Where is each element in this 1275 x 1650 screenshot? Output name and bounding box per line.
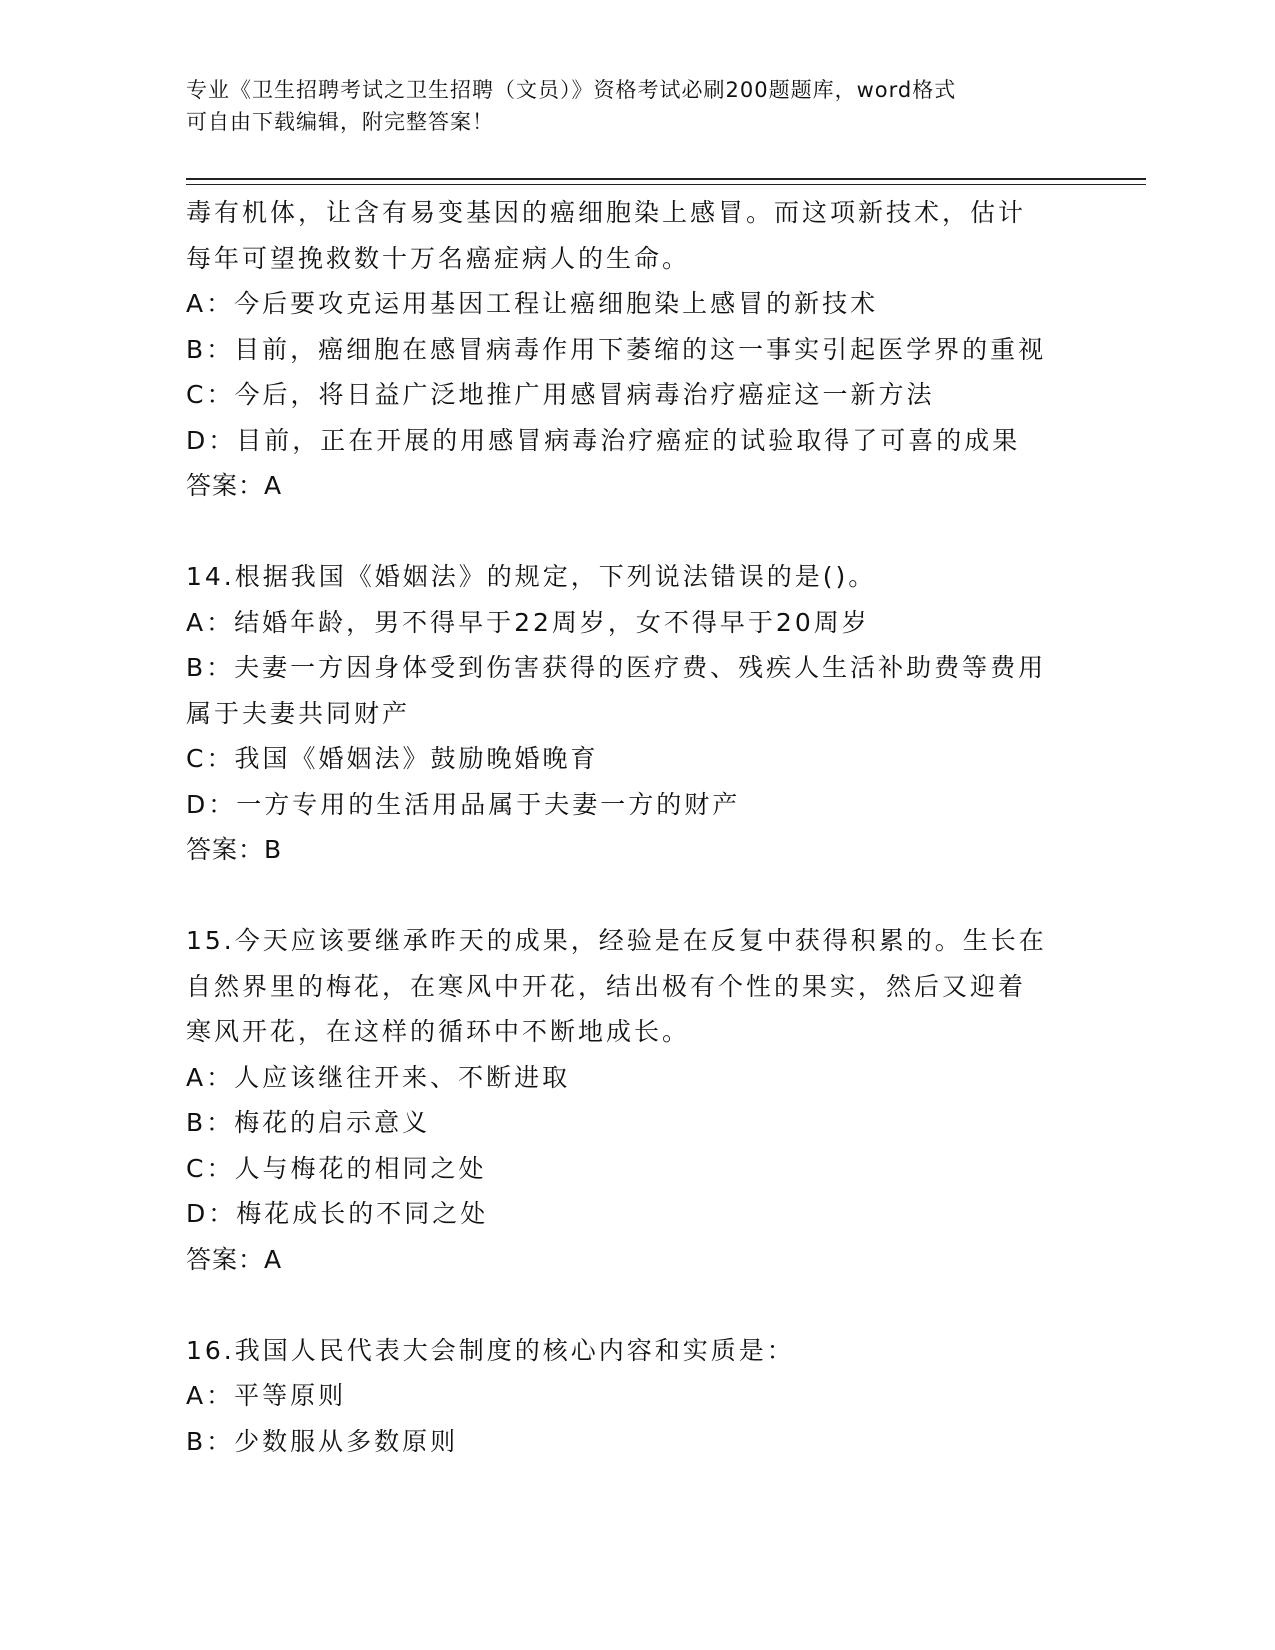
option-b: B：目前，癌细胞在感冒病毒作用下萎缩的这一事实引起医学界的重视 [186,334,1047,364]
question-stem: 14.根据我国《婚姻法》的规定，下列说法错误的是()。 [186,562,877,591]
header-divider-thin [186,184,1146,185]
option-c: C：我国《婚姻法》鼓励晚婚晚育 [186,744,599,773]
question-spacer [186,873,1086,919]
question-stem-line: 自然界里的梅花，在寒风中开花，结出极有个性的果实，然后又迎着 [186,971,1027,1001]
answer-label: 答案：A [186,471,283,500]
option-b-continuation: 属于夫妻共同财产 [186,698,411,728]
question-stem-line: 每年可望挽救数十万名癌症病人的生命。 [186,243,691,273]
option-d: D：梅花成长的不同之处 [186,1199,489,1228]
question-14 [186,554,1086,873]
option-b: B：夫妻一方因身体受到伤害获得的医疗费、残疾人生活补助费等费用 [186,653,1047,682]
header-divider [186,178,1146,180]
question-spacer [186,1282,1086,1328]
option-c: C：人与梅花的相同之处 [186,1153,487,1183]
question-stem-line: 15.今天应该要继承昨天的成果，经验是在反复中获得积累的。生长在 [186,926,1047,955]
option-a: A：人应该继往开来、不断进取 [186,1062,571,1092]
question-list [186,190,1086,1464]
question-stem-line: 寒风开花，在这样的循环中不断地成长。 [186,1017,691,1046]
question-13 [186,190,1086,509]
option-d: D：一方专用的生活用品属于夫妻一方的财产 [186,789,741,819]
document-header [186,74,1076,138]
header-title-line-1: 专业《卫生招聘考试之卫生招聘（文员）》资格考试必刷200题题库，word格式 [186,78,957,102]
answer-label: 答案：B [186,835,283,864]
option-a: A：结婚年龄，男不得早于22周岁，女不得早于20周岁 [186,607,870,637]
answer-label: 答案：A [186,1244,283,1274]
option-b: B：梅花的启示意义 [186,1108,431,1137]
option-d: D：目前，正在开展的用感冒病毒治疗癌症的试验取得了可喜的成果 [186,425,1021,455]
question-spacer [186,509,1086,555]
question-15 [186,918,1086,1282]
question-16 [186,1328,1086,1465]
question-stem-line: 毒有机体，让含有易变基因的癌细胞染上感冒。而这项新技术，估计 [186,198,1027,227]
option-a: A：今后要攻克运用基因工程让癌细胞染上感冒的新技术 [186,289,879,318]
option-b: B：少数服从多数原则 [186,1426,459,1456]
option-a: A：平等原则 [186,1381,347,1410]
header-title-line-2: 可自由下载编辑，附完整答案！ [186,110,494,134]
option-c: C：今后，将日益广泛地推广用感冒病毒治疗癌症这一新方法 [186,380,935,409]
question-stem: 16.我国人民代表大会制度的核心内容和实质是： [186,1335,795,1365]
